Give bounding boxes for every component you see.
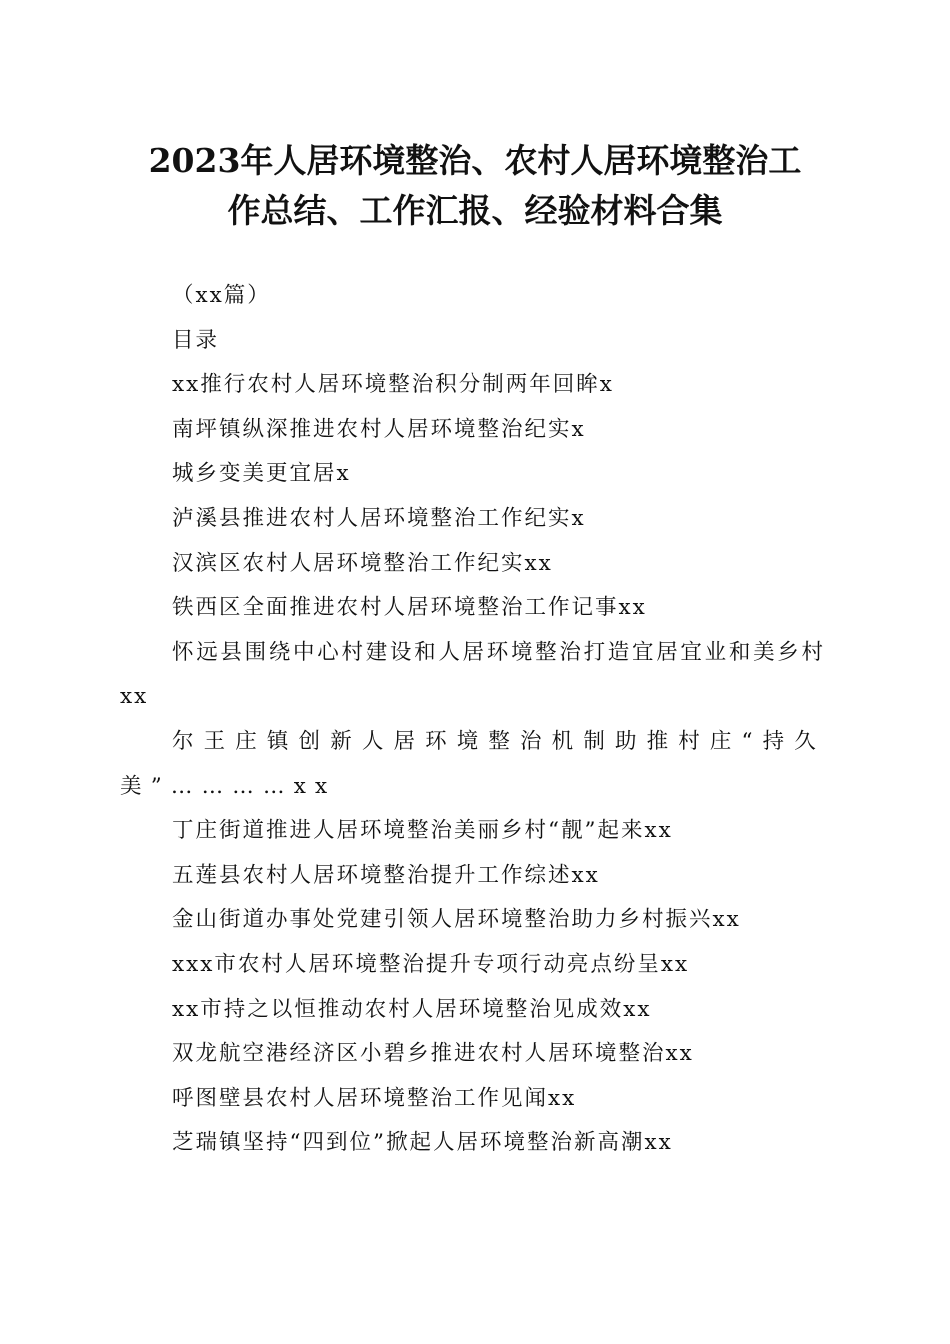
toc-item: 尔王庄镇创新人居环境整治机制助推村庄“持久美”…………xx [120,728,825,799]
title-line-1: 2023年人居环境整治、农村人居环境整治工 [148,141,802,180]
toc-item: 怀远县围绕中心村建设和人居环境整治打造宜居宜业和美乡村xx [120,639,825,710]
toc-item: 呼图壁县农村人居环境整治工作见闻xx [172,1085,577,1111]
document-title [110,136,840,236]
toc-item: 南坪镇纵深推进农村人居环境整治纪实x [172,416,586,442]
toc-item: 城乡变美更宜居x [172,461,351,487]
count-note: （xx篇） [172,283,271,308]
toc-item: 五莲县农村人居环境整治提升工作综述xx [172,862,600,888]
title-line-2: 作总结、工作汇报、经验材料合集 [227,191,723,230]
toc-item: xxx市农村人居环境整治提升专项行动亮点纷呈xx [172,951,690,977]
toc-item: 泸溪县推进农村人居环境整治工作纪实x [172,505,586,531]
toc-item: 汉滨区农村人居环境整治工作纪实xx [172,550,553,576]
toc-item: 铁西区全面推进农村人居环境整治工作记事xx [172,595,647,621]
toc-item: 丁庄街道推进人居环境整治美丽乡村“靓”起来xx [172,818,673,844]
toc-item: xx推行农村人居环境整治积分制两年回眸x [172,372,614,398]
toc-item: 金山街道办事处党建引领人居环境整治助力乡村振兴xx [172,907,741,933]
toc-item: xx市持之以恒推动农村人居环境整治见成效xx [172,996,652,1022]
toc-heading: 目录 [172,327,220,353]
document-body [120,274,825,1166]
toc-item: 芝瑞镇坚持“四到位”掀起人居环境整治新高潮xx [172,1130,673,1156]
toc-item: 双龙航空港经济区小碧乡推进农村人居环境整治xx [172,1041,694,1067]
